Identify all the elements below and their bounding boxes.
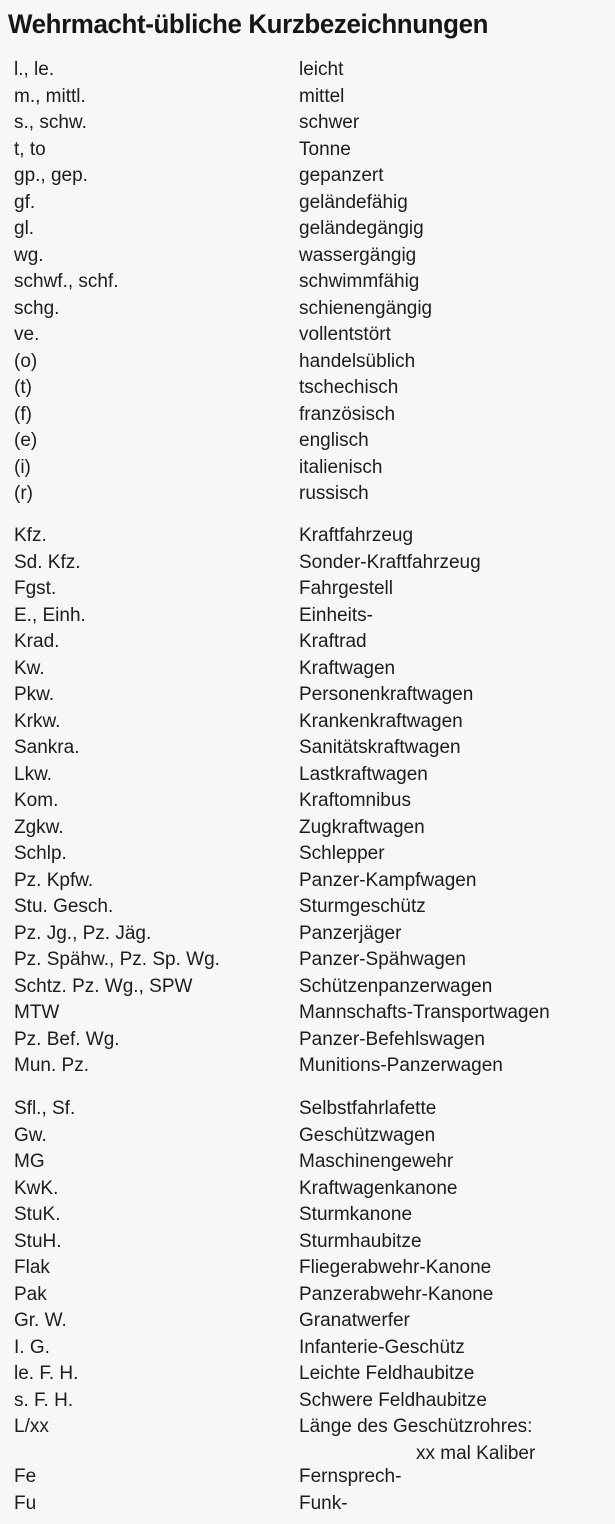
meaning-text: Geschützwagen — [299, 1124, 436, 1146]
meaning — [299, 947, 466, 974]
abbreviation: Kfz. — [14, 525, 47, 546]
meaning — [299, 1282, 493, 1309]
abbreviation-row — [0, 1229, 615, 1256]
abbreviation: Krad. — [14, 631, 60, 652]
meaning — [299, 322, 391, 349]
abbreviation-row — [0, 1414, 615, 1467]
meaning-text: schwimmfähig — [299, 271, 420, 292]
meaning — [299, 656, 395, 683]
meaning-text: Panzer-Befehlswagen — [299, 1028, 485, 1050]
abbreviation-row — [0, 1027, 615, 1054]
meaning-text: mittel — [299, 85, 345, 107]
meaning — [299, 1000, 550, 1027]
abbreviation: (r) — [14, 483, 33, 504]
meaning — [299, 243, 416, 270]
meaning-text: Granatwerfer — [299, 1310, 410, 1331]
meaning — [299, 1414, 535, 1467]
abbreviation: l., le. — [14, 59, 55, 80]
meaning — [299, 1123, 435, 1150]
abbreviation-row — [0, 84, 615, 111]
meaning-text: schwer — [299, 112, 360, 133]
abbreviation: m., mittl. — [14, 85, 86, 107]
meaning — [299, 550, 481, 577]
meaning — [299, 1388, 487, 1415]
abbreviation: Pz. Bef. Wg. — [14, 1028, 120, 1050]
abbreviation-row — [0, 1096, 615, 1123]
meaning — [299, 216, 424, 243]
abbreviation: E., Einh. — [14, 604, 86, 626]
abbreviation: schg. — [14, 297, 60, 319]
meaning-text: Kraftomnibus — [299, 790, 411, 811]
abbreviation-row — [0, 815, 615, 842]
meaning-text: französisch — [299, 403, 396, 425]
meaning — [299, 629, 367, 656]
abbreviation-row — [0, 269, 615, 296]
abbreviation: Pz. Kpfw. — [14, 869, 94, 891]
abbreviation-row — [0, 322, 615, 349]
abbreviation-row — [0, 894, 615, 921]
meaning — [299, 84, 344, 111]
abbreviation: Schtz. Pz. Wg., SPW — [14, 975, 193, 997]
abbreviation: (i) — [14, 456, 31, 478]
meaning — [299, 735, 461, 762]
section-vehicles — [0, 523, 615, 1080]
meaning-text: Sturmkanone — [299, 1204, 413, 1225]
abbreviation-row — [0, 788, 615, 815]
abbreviation-row — [0, 629, 615, 656]
meaning-text: Sonder-Kraftfahrzeug — [299, 551, 481, 573]
abbreviation: gp., gep. — [14, 165, 88, 186]
meaning-text: leicht — [299, 59, 344, 80]
abbreviation-row — [0, 576, 615, 603]
abbreviation: Mun. Pz. — [14, 1055, 89, 1076]
meaning-text: Schützenpanzerwagen — [299, 975, 493, 997]
meaning — [299, 163, 384, 190]
page-title: Wehrmacht-übliche Kurzbezeichnungen — [8, 9, 489, 39]
meaning — [299, 523, 413, 550]
abbreviation-row — [0, 947, 615, 974]
abbreviation: Sd. Kfz. — [14, 551, 81, 573]
meaning — [299, 868, 476, 895]
abbreviation-row — [0, 1149, 615, 1176]
meaning-text: Personenkraftwagen — [299, 684, 474, 705]
meaning — [299, 1229, 422, 1256]
abbreviation-row — [0, 216, 615, 243]
meaning-text: gepanzert — [299, 165, 384, 186]
abbreviation-row — [0, 163, 615, 190]
abbreviation-row — [0, 1491, 615, 1518]
abbreviation: gf. — [14, 191, 36, 213]
meaning-text: Kraftfahrzeug — [299, 525, 414, 546]
meaning-text: Panzerabwehr-Kanone — [299, 1283, 494, 1305]
abbreviation-row — [0, 243, 615, 270]
meaning-text: Kraftrad — [299, 631, 367, 652]
meaning — [299, 762, 428, 789]
meaning — [299, 788, 411, 815]
meaning-text: Funk- — [299, 1492, 348, 1514]
abbreviation: StuK. — [14, 1204, 61, 1225]
meaning — [299, 894, 426, 921]
meaning — [299, 1464, 401, 1491]
meaning — [299, 269, 419, 296]
abbreviation: le. F. H. — [14, 1363, 79, 1384]
abbreviation-row — [0, 57, 615, 84]
meaning — [299, 1491, 348, 1518]
abbreviation: Pz. Spähw., Pz. Sp. Wg. — [14, 949, 220, 970]
meaning — [299, 110, 359, 137]
meaning — [299, 349, 415, 376]
meaning-text: schienengängig — [299, 297, 433, 319]
meaning-text: englisch — [299, 430, 369, 451]
meaning — [299, 682, 473, 709]
abbreviation-row — [0, 455, 615, 482]
abbreviation: t, to — [14, 138, 46, 160]
meaning-text: Zugkraftwagen — [299, 816, 425, 838]
abbreviation-row — [0, 762, 615, 789]
meaning-text: Leichte Feldhaubitze — [299, 1363, 475, 1384]
meaning — [299, 1335, 465, 1362]
abbreviation: s., schw. — [14, 112, 87, 133]
abbreviation-row — [0, 1000, 615, 1027]
abbreviation-row — [0, 603, 615, 630]
abbreviation: Sfl., Sf. — [14, 1098, 76, 1119]
meaning-text: italienisch — [299, 456, 383, 478]
meaning — [299, 1361, 474, 1388]
meaning — [299, 296, 432, 323]
abbreviation-row — [0, 1202, 615, 1229]
meaning-text: vollentstört — [299, 324, 391, 345]
meaning-text: Länge des Geschützrohres: — [299, 1416, 533, 1437]
abbreviation-row — [0, 375, 615, 402]
meaning-text: handelsüblich — [299, 350, 416, 372]
meaning — [299, 709, 463, 736]
abbreviation: Fu — [14, 1492, 37, 1514]
meaning-text: Krankenkraftwagen — [299, 710, 463, 732]
abbreviation-row — [0, 682, 615, 709]
abbreviation-row — [0, 974, 615, 1001]
meaning — [299, 1308, 410, 1335]
abbreviation-row — [0, 550, 615, 577]
meaning-text: Einheits- — [299, 604, 373, 626]
abbreviation-row — [0, 428, 615, 455]
abbreviation-row — [0, 1308, 615, 1335]
meaning — [299, 455, 382, 482]
meaning-text: Fahrgestell — [299, 578, 393, 599]
abbreviation: Schlp. — [14, 843, 67, 864]
meaning-text: Maschinengewehr — [299, 1151, 454, 1172]
section-signals — [0, 1464, 615, 1517]
abbreviation: (e) — [14, 430, 38, 451]
meaning — [299, 841, 385, 868]
meaning-text: Schwere Feldhaubitze — [299, 1389, 487, 1411]
meaning — [299, 428, 369, 455]
meaning-text: Lastkraftwagen — [299, 763, 428, 785]
abbreviation-row — [0, 402, 615, 429]
abbreviation-row — [0, 868, 615, 895]
abbreviation: Flak — [14, 1257, 50, 1278]
meaning — [299, 576, 393, 603]
meaning-text: Mannschafts-Transportwagen — [299, 1002, 550, 1023]
abbreviation: Fgst. — [14, 578, 57, 599]
meaning — [299, 1255, 491, 1282]
abbreviation-row — [0, 1255, 615, 1282]
meaning — [299, 375, 398, 402]
abbreviation: Fe — [14, 1466, 37, 1487]
meaning-text: Tonne — [299, 138, 351, 160]
abbreviation: (f) — [14, 403, 32, 425]
meaning-text: Fliegerabwehr-Kanone — [299, 1257, 492, 1278]
meaning-text: Panzer-Spähwagen — [299, 949, 466, 970]
meaning-text: tschechisch — [299, 377, 399, 398]
meaning — [299, 190, 408, 217]
meaning-text: Panzerjäger — [299, 922, 402, 944]
meaning — [299, 1027, 485, 1054]
abbreviation-row — [0, 296, 615, 323]
abbreviation: Krkw. — [14, 710, 61, 732]
abbreviation: Kw. — [14, 657, 45, 679]
meaning-text: Infanterie-Geschütz — [299, 1336, 465, 1358]
abbreviation-row — [0, 523, 615, 550]
abbreviation-row — [0, 1282, 615, 1309]
abbreviation: Sankra. — [14, 737, 80, 758]
abbreviation-row — [0, 921, 615, 948]
abbreviation-row — [0, 709, 615, 736]
section-weapons — [0, 1096, 615, 1467]
abbreviation-row — [0, 1176, 615, 1203]
abbreviation: Gw. — [14, 1124, 47, 1146]
meaning-text: Selbstfahrlafette — [299, 1098, 437, 1119]
abbreviation: s. F. H. — [14, 1389, 74, 1411]
abbreviation: Kom. — [14, 790, 59, 811]
meaning-text: Sanitätskraftwagen — [299, 737, 461, 758]
abbreviation: I. G. — [14, 1336, 50, 1358]
meaning — [299, 1053, 503, 1080]
meaning — [299, 402, 395, 429]
meaning — [299, 603, 373, 630]
meaning-text: Fernsprech- — [299, 1466, 402, 1487]
abbreviation-row — [0, 137, 615, 164]
meaning — [299, 57, 343, 84]
meaning — [299, 974, 492, 1001]
abbreviation: Pkw. — [14, 684, 55, 705]
meaning-text: russisch — [299, 483, 369, 504]
abbreviation: wg. — [14, 244, 44, 266]
abbreviation-row — [0, 1123, 615, 1150]
abbreviation: Stu. Gesch. — [14, 896, 114, 917]
meaning-continuation: xx mal Kaliber — [416, 1442, 536, 1464]
abbreviation-row — [0, 841, 615, 868]
abbreviation: (o) — [14, 350, 38, 372]
abbreviation: Gr. W. — [14, 1310, 67, 1331]
abbreviation: Pak — [14, 1283, 47, 1305]
abbreviation: KwK. — [14, 1177, 59, 1199]
abbreviation: Zgkw. — [14, 816, 64, 838]
abbreviation-row — [0, 735, 615, 762]
abbreviation-row — [0, 190, 615, 217]
abbreviation: ve. — [14, 324, 40, 345]
meaning — [299, 1096, 436, 1123]
abbreviation: L/xx — [14, 1416, 49, 1437]
meaning-text: Kraftwagen — [299, 657, 396, 679]
abbreviation-row — [0, 349, 615, 376]
abbreviation: gl. — [14, 218, 35, 239]
meaning-text: geländefähig — [299, 191, 408, 213]
abbreviation-row — [0, 110, 615, 137]
meaning-text: Sturmgeschütz — [299, 896, 426, 917]
abbreviation-row — [0, 656, 615, 683]
abbreviation-row — [0, 481, 615, 508]
meaning-text: geländegängig — [299, 218, 424, 239]
meaning — [299, 481, 369, 508]
abbreviation-row — [0, 1335, 615, 1362]
section-qualifiers — [0, 57, 615, 508]
meaning — [299, 1176, 457, 1203]
meaning — [299, 1202, 412, 1229]
meaning — [299, 137, 351, 164]
abbreviation: Lkw. — [14, 763, 53, 785]
abbreviation: (t) — [14, 377, 32, 398]
abbreviation: StuH. — [14, 1230, 62, 1252]
abbreviation: MG — [14, 1151, 45, 1172]
abbreviation: MTW — [14, 1002, 60, 1023]
abbreviation-row — [0, 1053, 615, 1080]
meaning-text: Kraftwagenkanone — [299, 1177, 458, 1199]
abbreviation-row — [0, 1464, 615, 1491]
meaning-text: Sturmhaubitze — [299, 1230, 422, 1252]
abbreviation: schwf., schf. — [14, 271, 119, 292]
meaning — [299, 1149, 453, 1176]
meaning-text: Panzer-Kampfwagen — [299, 869, 477, 891]
meaning-text: Schlepper — [299, 843, 385, 864]
abbreviation-row — [0, 1361, 615, 1388]
meaning — [299, 815, 425, 842]
meaning — [299, 921, 401, 948]
meaning-text: wassergängig — [299, 244, 417, 266]
abbreviation-row — [0, 1388, 615, 1415]
abbreviation: Pz. Jg., Pz. Jäg. — [14, 922, 152, 944]
meaning-text: Munitions-Panzerwagen — [299, 1055, 503, 1076]
